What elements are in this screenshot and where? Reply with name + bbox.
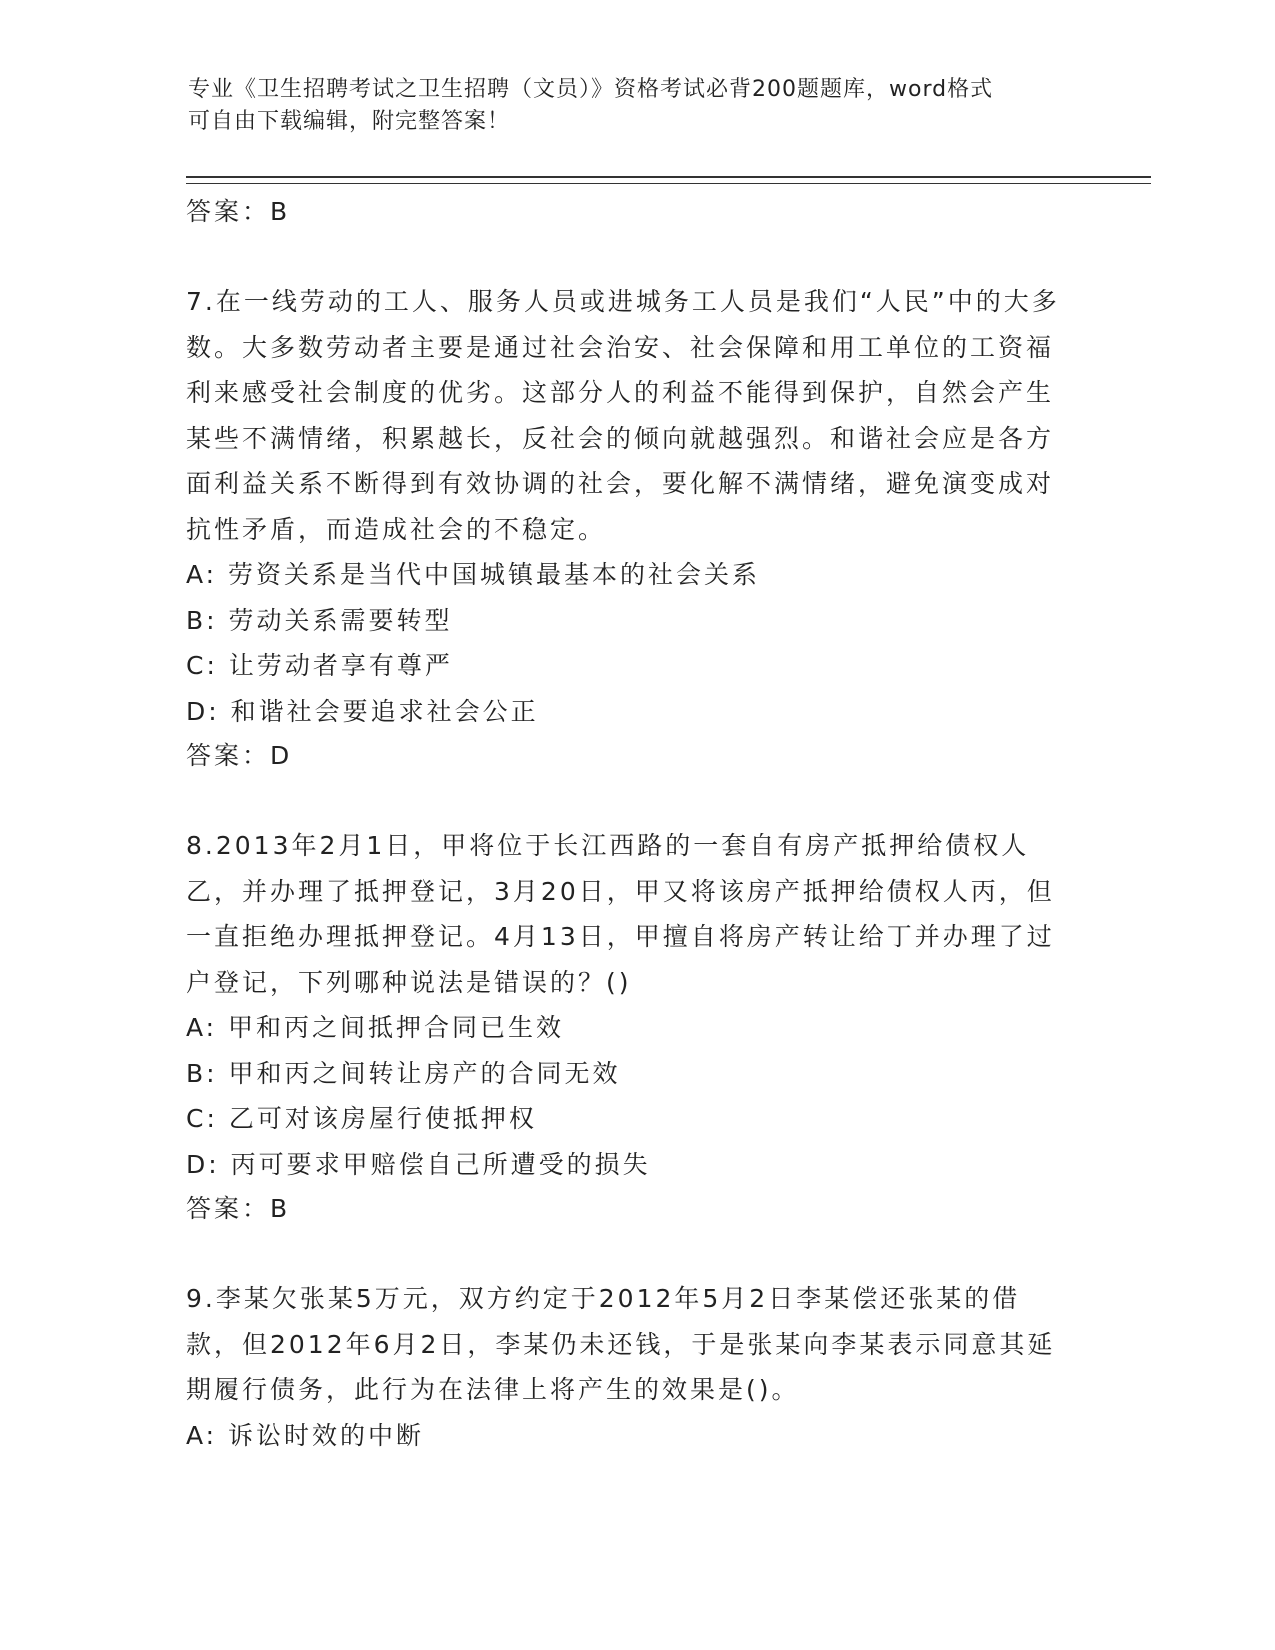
option-a: A: 劳资关系是当代中国城镇最基本的社会关系 xyxy=(186,560,761,589)
page-header xyxy=(188,74,1068,138)
spacer xyxy=(186,1231,1076,1276)
question-stem: 7.在一线劳动的工人、服务人员或进城务工人员是我们“人民”中的大多数。大多数劳动者主要是通过社会治安、社会保障和用工单位的工资福利来感受社会制度的优劣。这部分人的利益不能得到保护，自然会产生某些不满情绪，积累越长，反社会的倾向就越强烈。和谐社会应是各方面利益关系不断得到有效协调的社会，要化解不满情绪，避免演变成对抗性矛盾，而造成社会的不稳定。 xyxy=(186,287,1060,544)
option-a: A: 甲和丙之间抵押合同已生效 xyxy=(186,1013,565,1042)
question-block xyxy=(186,1276,1076,1458)
spacer xyxy=(186,234,1076,279)
option-d: D: 丙可要求甲赔偿自己所遭受的损失 xyxy=(186,1149,651,1179)
header-line-2: 可自由下载编辑，附完整答案！ xyxy=(188,109,511,134)
header-divider xyxy=(186,176,1151,184)
question-stem: 8.2013年2月1日，甲将位于长江西路的一套自有房产抵押给债权人乙，并办理了抵押登记，3月20日，甲又将该房产抵押给债权人丙，但一直拒绝办理抵押登记。4月13日，甲擅自将房产转让给丁并办理了过户登记，下列哪种说法是错误的？() xyxy=(186,831,1055,997)
document-body xyxy=(186,190,1076,1458)
question-stem: 9.李某欠张某5万元，双方约定于2012年5月2日李某偿还张某的借款，但2012年6月2日，李某仍未还钱，于是张某向李某表示同意其延期履行债务，此行为在法律上将产生的效果是()。 xyxy=(186,1284,1056,1404)
option-c: C: 让劳动者享有尊严 xyxy=(186,651,453,680)
question-block xyxy=(186,279,1076,778)
option-d: D: 和谐社会要追求社会公正 xyxy=(186,696,539,726)
option-b: B: 甲和丙之间转让房产的合同无效 xyxy=(186,1058,621,1088)
option-c: C: 乙可对该房屋行使抵押权 xyxy=(186,1104,537,1133)
answer-line: 答案：D xyxy=(186,741,293,770)
option-a: A: 诉讼时效的中断 xyxy=(186,1420,425,1450)
answer-line: 答案：B xyxy=(186,197,291,226)
answer-line: 答案：B xyxy=(186,1194,291,1223)
spacer xyxy=(186,778,1076,823)
header-line-1: 专业《卫生招聘考试之卫生招聘（文员）》资格考试必背200题题库，word格式 xyxy=(188,77,994,102)
question-block xyxy=(186,823,1076,1231)
option-b: B: 劳动关系需要转型 xyxy=(186,605,453,635)
